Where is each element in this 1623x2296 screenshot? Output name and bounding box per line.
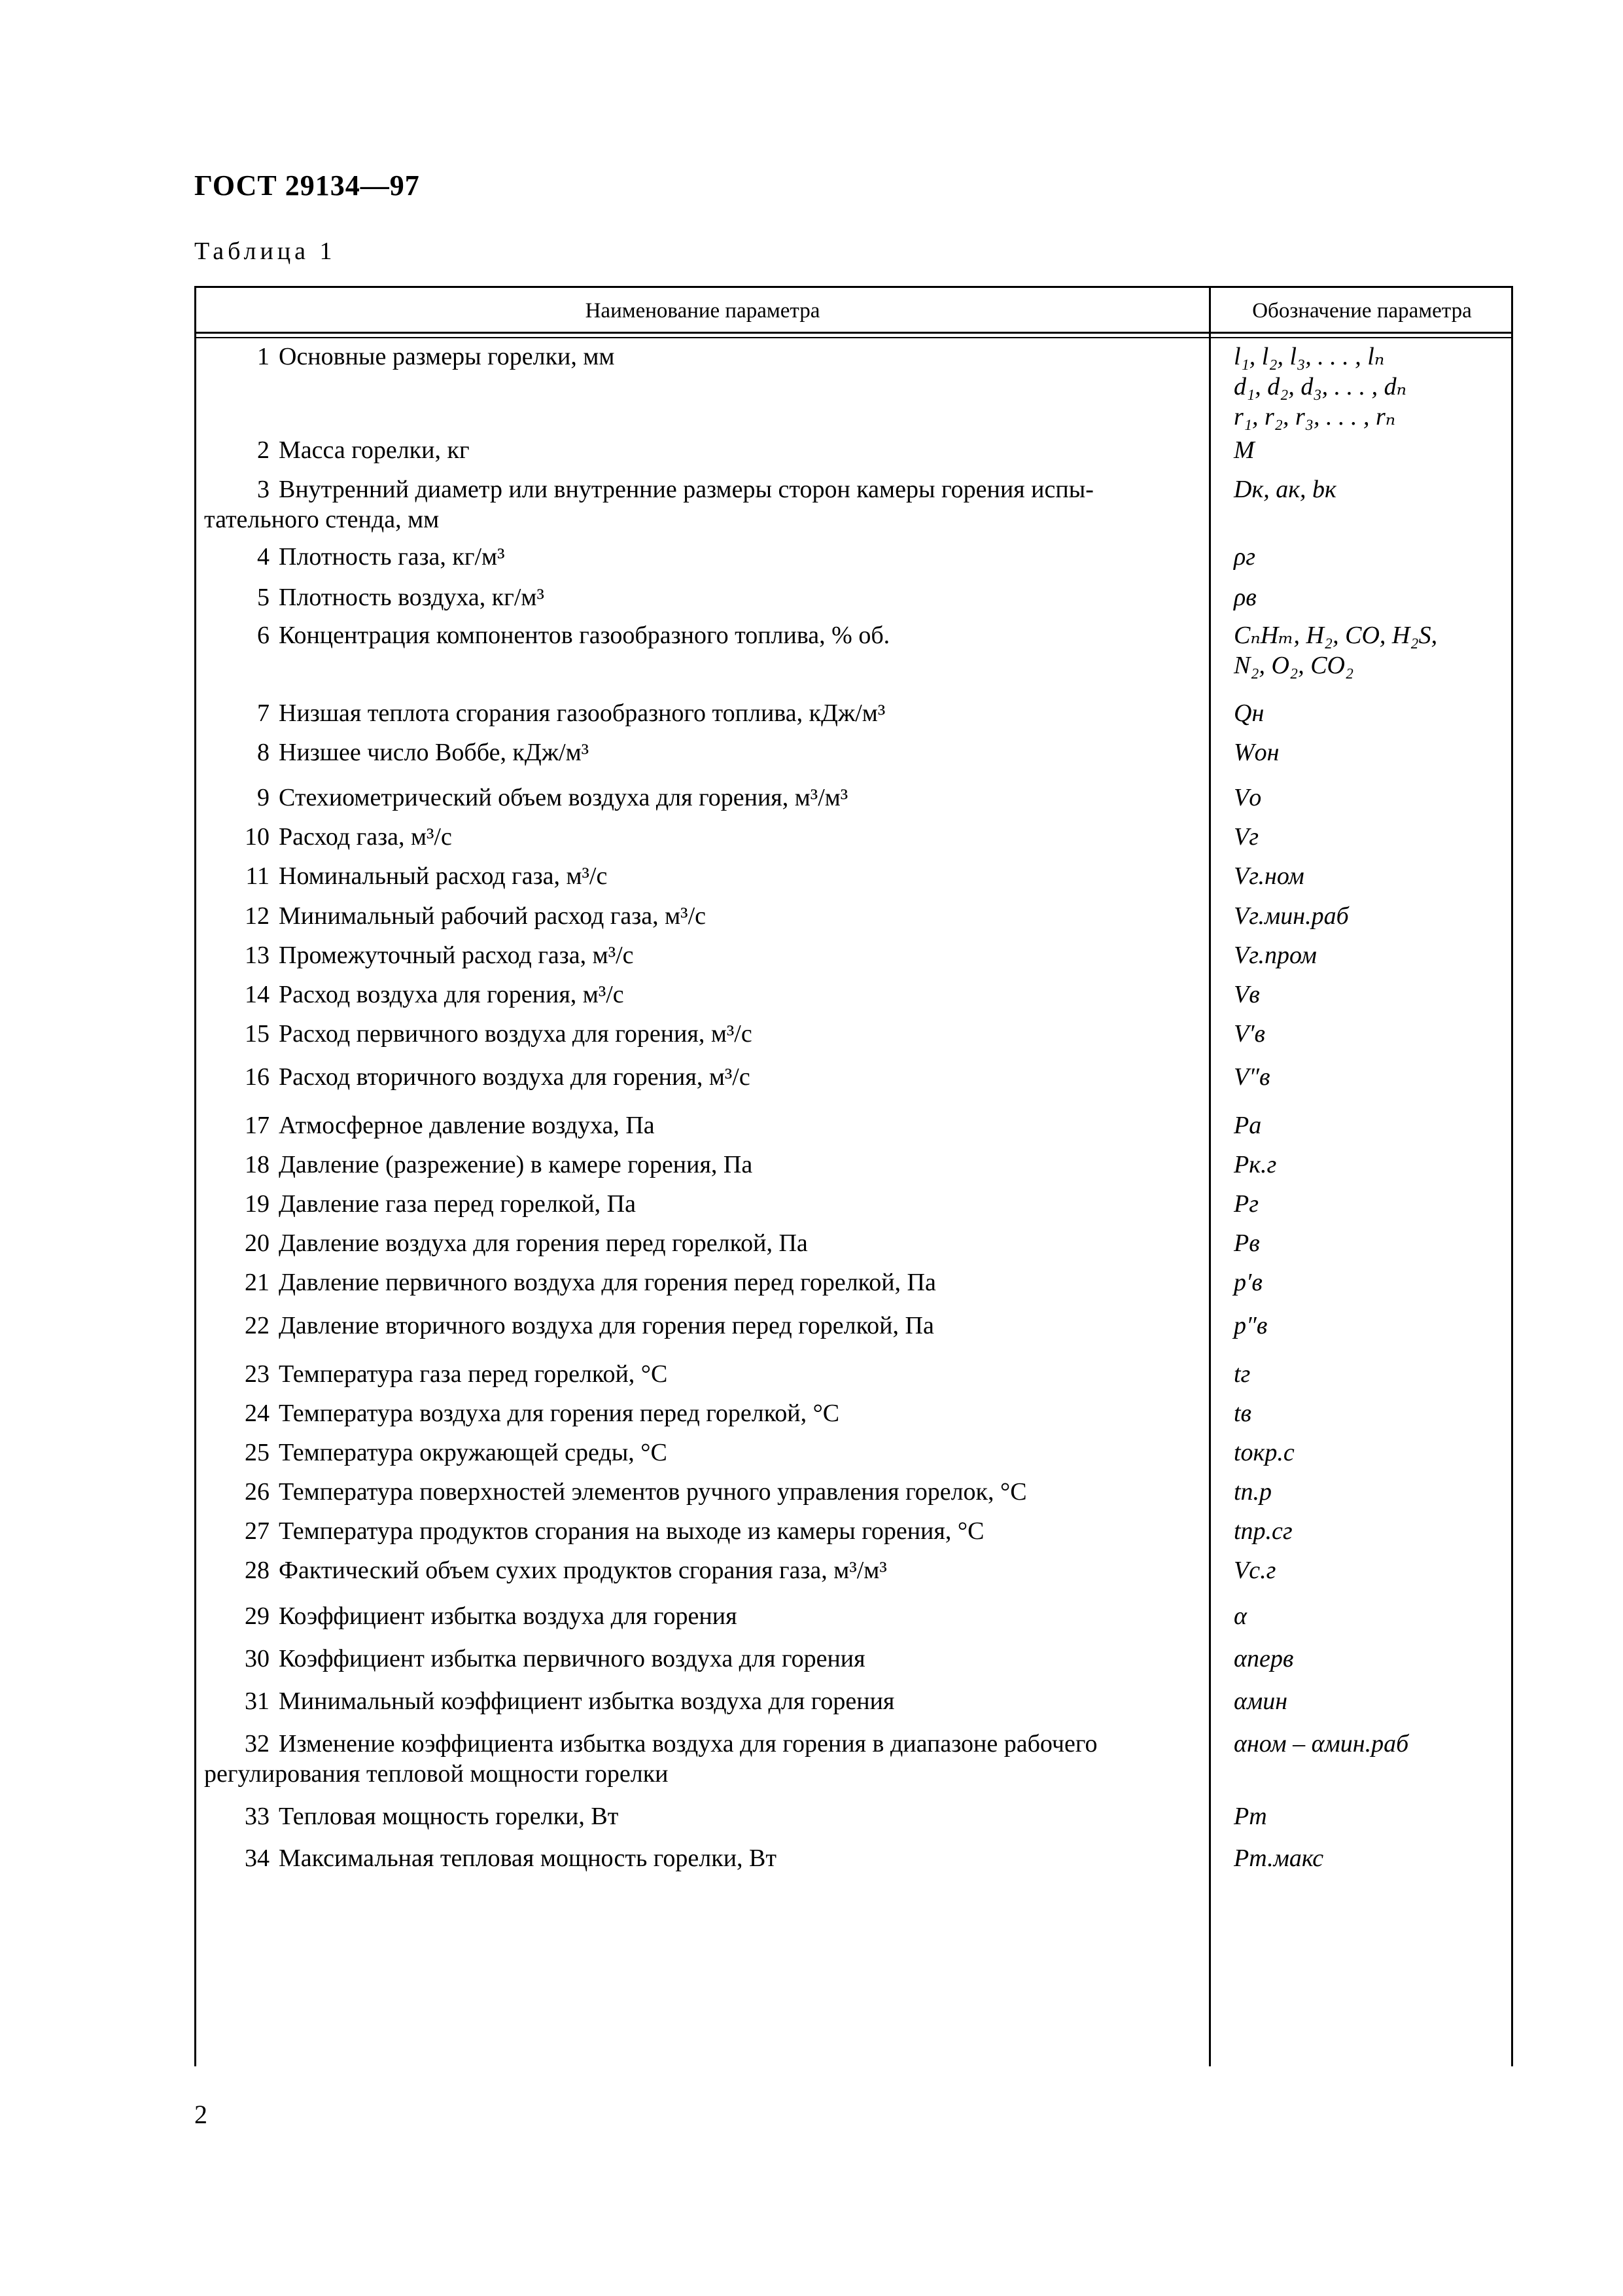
parameter-symbol: p′в <box>1234 1269 1263 1296</box>
parameter-name <box>196 783 1191 813</box>
parameter-number: 5 <box>257 584 270 611</box>
parameter-name <box>196 342 1191 372</box>
parameter-symbol: αперв <box>1234 1645 1294 1672</box>
parameter-number: 30 <box>245 1645 270 1672</box>
parameter-name <box>196 582 1191 612</box>
parameter-name <box>196 1644 1191 1674</box>
parameter-name <box>196 435 1191 465</box>
parameter-symbol: M <box>1234 436 1255 464</box>
parameter-symbol: Pт <box>1234 1803 1267 1830</box>
parameter-name <box>196 1359 1191 1389</box>
parameter-name-text: Коэффициент избытка первичного воздуха для горения <box>279 1645 865 1672</box>
parameter-number: 20 <box>245 1229 270 1257</box>
parameter-symbol: Pк.г <box>1234 1151 1277 1178</box>
parameter-symbol: tокр.с <box>1234 1439 1295 1466</box>
parameter-symbol: V′в <box>1234 1020 1266 1048</box>
parameter-symbol: V″в <box>1234 1063 1270 1091</box>
parameter-number: 14 <box>245 981 270 1008</box>
parameter-symbol: p″в <box>1234 1312 1268 1339</box>
parameter-name-text: Изменение коэффициента избытка воздуха для горения в диапазоне рабочего <box>279 1730 1098 1757</box>
parameter-name <box>196 1311 1191 1341</box>
parameter-number: 31 <box>245 1687 270 1715</box>
parameter-name-text: Расход вторичного воздуха для горения, м³/с <box>279 1063 750 1091</box>
parameter-name <box>196 1601 1191 1631</box>
standard-header: ГОСТ 29134—97 <box>194 169 420 202</box>
parameter-symbol: ρв <box>1234 584 1257 611</box>
parameter-number: 18 <box>245 1151 270 1178</box>
parameter-symbol: αном – αмин.раб <box>1234 1730 1409 1757</box>
parameter-number: 11 <box>245 862 270 890</box>
parameter-number: 28 <box>245 1557 270 1584</box>
parameter-name <box>196 1110 1191 1140</box>
parameter-number: 6 <box>257 622 270 649</box>
parameter-name-text: Тепловая мощность горелки, Вт <box>279 1803 619 1830</box>
page-number: 2 <box>194 2100 207 2129</box>
parameter-number: 1 <box>257 343 270 370</box>
parameter-number: 4 <box>257 543 270 571</box>
parameter-name <box>196 822 1191 852</box>
parameter-number: 16 <box>245 1063 270 1091</box>
parameter-name <box>196 980 1191 1010</box>
parameter-name-text: Максимальная тепловая мощность горелки, Вт <box>279 1845 777 1872</box>
parameter-name <box>196 620 1191 650</box>
parameter-name-text: Минимальный рабочий расход газа, м³/с <box>279 902 706 930</box>
parameter-symbol: Vс.г <box>1234 1557 1276 1584</box>
parameter-name-text: Давление вторичного воздуха для горения перед горелкой, Па <box>279 1312 934 1339</box>
parameter-number: 19 <box>245 1190 270 1218</box>
parameter-name-text: Температура окружающей среды, °C <box>279 1439 667 1466</box>
parameter-number: 7 <box>257 699 270 727</box>
parameter-name-continuation: регулирования тепловой мощности горелки <box>204 1760 669 1788</box>
parameter-number: 2 <box>257 436 270 464</box>
parameter-number: 3 <box>257 476 270 503</box>
parameter-name-text: Промежуточный расход газа, м³/с <box>279 942 634 969</box>
parameter-number: 32 <box>245 1730 270 1757</box>
parameter-symbol: Vг.пром <box>1234 942 1317 969</box>
parameter-name-text: Расход воздуха для горения, м³/с <box>279 981 624 1008</box>
parameter-number: 15 <box>245 1020 270 1048</box>
parameter-name-text: Коэффициент избытка воздуха для горения <box>279 1602 737 1630</box>
parameter-symbol: CₙHₘ, H₂, CO, H₂S, N₂, O₂, CO₂ <box>1234 622 1438 679</box>
parameter-name <box>196 1150 1191 1180</box>
parameter-symbol: l₁, l₂, l₃, . . . , lₙ d₁, d₂, d₃, . . . , dₙ r₁, r₂, r₃, . . . , rₙ <box>1234 343 1407 431</box>
parameter-number: 26 <box>245 1478 270 1506</box>
parameter-name <box>196 474 1191 535</box>
parameter-name-text: Давление (разрежение) в камере горения, Па <box>279 1151 753 1178</box>
parameter-number: 27 <box>245 1517 270 1545</box>
parameter-name-text: Плотность газа, кг/м³ <box>279 543 505 571</box>
parameter-name-text: Фактический объем сухих продуктов сгорания газа, м³/м³ <box>279 1557 887 1584</box>
parameter-number: 33 <box>245 1803 270 1830</box>
parameter-name-continuation: тательного стенда, мм <box>204 506 440 533</box>
parameter-name <box>196 1801 1191 1831</box>
parameter-number: 9 <box>257 784 270 811</box>
parameter-name <box>196 1228 1191 1258</box>
parameter-number: 29 <box>245 1602 270 1630</box>
parameter-symbol: tпр.сг <box>1234 1517 1293 1545</box>
parameter-symbol: Vо <box>1234 784 1262 811</box>
table-top-rule <box>196 286 1511 288</box>
parameter-name-text: Внутренний диаметр или внутренние размеры сторон камеры горения испы- <box>279 476 1094 503</box>
parameter-symbol: tг <box>1234 1360 1251 1388</box>
parameter-name <box>196 861 1191 891</box>
column-header-symbol: Обозначение параметра <box>1252 299 1472 323</box>
parameter-name-text: Стехиометрический объем воздуха для горения, м³/м³ <box>279 784 848 811</box>
parameter-symbol: tп.р <box>1234 1478 1272 1506</box>
parameter-name <box>196 1398 1191 1428</box>
parameter-name <box>196 901 1191 931</box>
parameter-name <box>196 1189 1191 1219</box>
parameter-number: 21 <box>245 1269 270 1296</box>
parameter-number: 23 <box>245 1360 270 1388</box>
parameter-symbol: Vг <box>1234 823 1259 851</box>
parameter-name <box>196 1062 1191 1092</box>
parameter-name-text: Давление газа перед горелкой, Па <box>279 1190 636 1218</box>
parameter-symbol: tв <box>1234 1400 1252 1427</box>
parameter-name-text: Температура продуктов сгорания на выходе из камеры горения, °C <box>279 1517 985 1545</box>
parameter-symbol: Pт.макс <box>1234 1845 1324 1872</box>
parameter-name <box>196 1686 1191 1716</box>
parameter-name-text: Температура воздуха для горения перед горелкой, °C <box>279 1400 840 1427</box>
parameter-symbol: Qн <box>1234 699 1265 727</box>
parameter-name-text: Атмосферное давление воздуха, Па <box>279 1112 655 1139</box>
parameter-name <box>196 1516 1191 1546</box>
parameter-name <box>196 698 1191 728</box>
parameter-name <box>196 1019 1191 1049</box>
parameter-symbol: α <box>1234 1602 1247 1630</box>
table-header-rule <box>196 332 1511 334</box>
table-column-divider <box>1209 286 1211 2066</box>
parameter-symbol: Vг.мин.раб <box>1234 902 1349 930</box>
parameter-symbol: Dк, aк, bк <box>1234 476 1336 503</box>
parameter-number: 17 <box>245 1112 270 1139</box>
parameter-number: 13 <box>245 942 270 969</box>
parameter-name-text: Температура газа перед горелкой, °C <box>279 1360 668 1388</box>
parameter-number: 12 <box>245 902 270 930</box>
parameter-name-text: Давление воздуха для горения перед горелкой, Па <box>279 1229 808 1257</box>
parameter-name-text: Основные размеры горелки, мм <box>279 343 615 370</box>
table-header-rule-double <box>196 337 1511 338</box>
column-header-name: Наименование параметра <box>585 299 820 323</box>
parameter-symbol: Wон <box>1234 739 1280 766</box>
parameter-name <box>196 940 1191 970</box>
parameter-symbol: ρг <box>1234 543 1256 571</box>
parameter-name-text: Плотность воздуха, кг/м³ <box>279 584 544 611</box>
parameter-name-text: Низшее число Воббе, кДж/м³ <box>279 739 589 766</box>
parameter-number: 22 <box>245 1312 270 1339</box>
parameter-name-text: Номинальный расход газа, м³/с <box>279 862 608 890</box>
parameter-name-text: Концентрация компонентов газообразного топлива, % об. <box>279 622 890 649</box>
parameter-name <box>196 542 1191 572</box>
parameter-symbol: Vв <box>1234 981 1260 1008</box>
parameter-name-text: Расход первичного воздуха для горения, м³/с <box>279 1020 752 1048</box>
parameter-name <box>196 1729 1191 1789</box>
parameter-name <box>196 1843 1191 1873</box>
parameter-name-text: Температура поверхностей элементов ручного управления горелок, °C <box>279 1478 1027 1506</box>
parameter-symbol: Pа <box>1234 1112 1262 1139</box>
parameter-number: 34 <box>245 1845 270 1872</box>
parameter-symbol: Pг <box>1234 1190 1259 1218</box>
parameter-name-text: Давление первичного воздуха для горения перед горелкой, Па <box>279 1269 936 1296</box>
parameter-name <box>196 737 1191 768</box>
parameter-name-text: Масса горелки, кг <box>279 436 470 464</box>
parameter-symbol: αмин <box>1234 1687 1288 1715</box>
parameter-symbol: Vг.ном <box>1234 862 1304 890</box>
parameter-name-text: Расход газа, м³/с <box>279 823 452 851</box>
parameter-name-text: Минимальный коэффициент избытка воздуха для горения <box>279 1687 895 1715</box>
parameter-number: 24 <box>245 1400 270 1427</box>
parameter-name-text: Низшая теплота сгорания газообразного топлива, кДж/м³ <box>279 699 886 727</box>
table-caption: Таблица 1 <box>194 238 336 265</box>
parameter-number: 10 <box>245 823 270 851</box>
parameter-name <box>196 1267 1191 1298</box>
parameter-name <box>196 1555 1191 1585</box>
parameter-name <box>196 1477 1191 1507</box>
parameter-name <box>196 1438 1191 1468</box>
parameter-number: 25 <box>245 1439 270 1466</box>
parameter-number: 8 <box>257 739 270 766</box>
parameters-table <box>194 286 1513 2066</box>
parameter-symbol: Pв <box>1234 1229 1260 1257</box>
